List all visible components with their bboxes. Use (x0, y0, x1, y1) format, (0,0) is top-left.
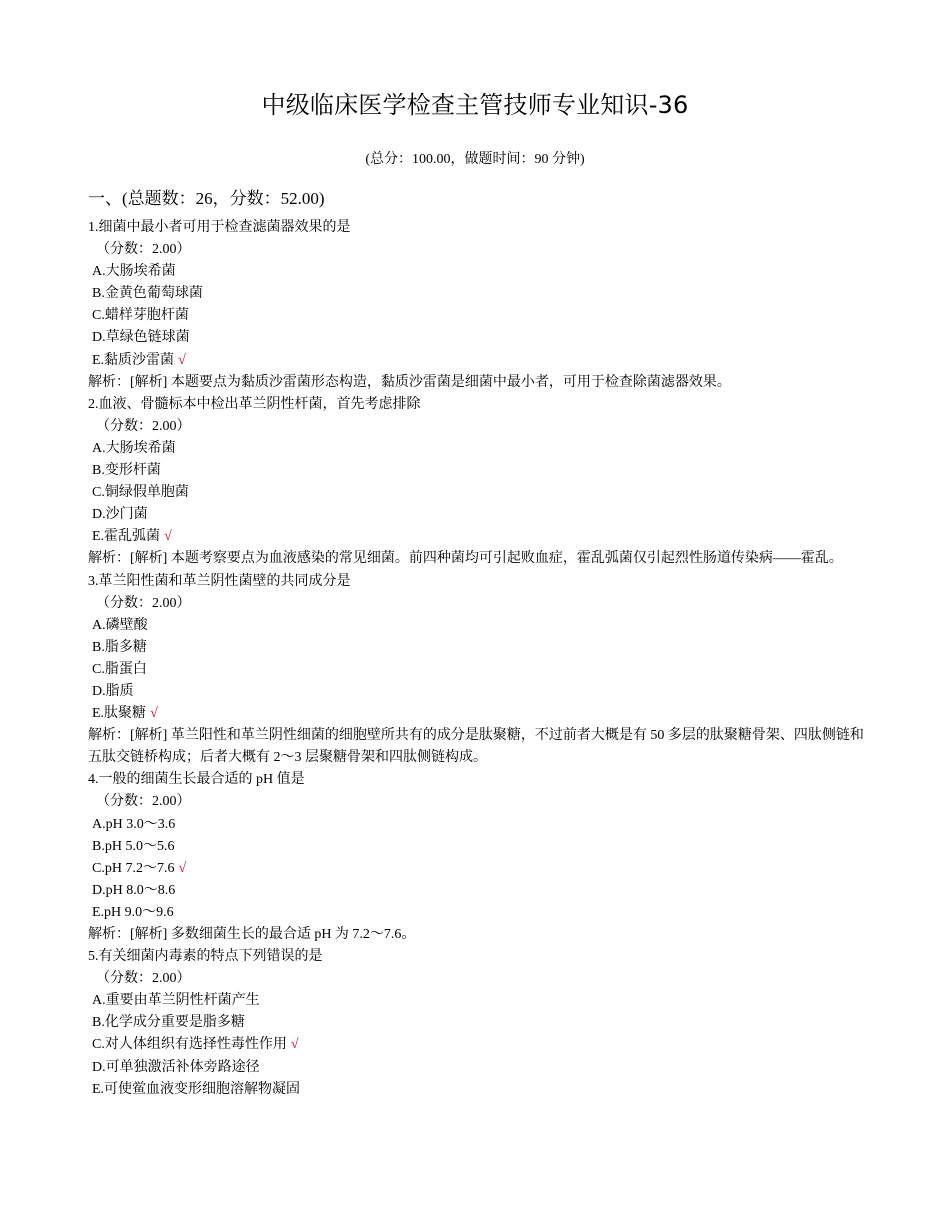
answer-option-label: E.黏质沙雷菌 (92, 352, 175, 368)
answer-option-label: A.重要由革兰阴性杆菌产生 (92, 993, 260, 1009)
answer-option-label: B.金黄色葡萄球菌 (92, 286, 203, 302)
question-analysis: 解析：[解析] 革兰阳性和革兰阴性细菌的细胞壁所共有的成分是肽聚糖，不过前者大概是有 50 多层的肽聚糖骨架、四肽侧链和 (88, 728, 864, 744)
answer-option (88, 615, 868, 637)
answer-option-label: D.脂质 (92, 683, 134, 699)
answer-option (88, 526, 868, 548)
answer-option-label: A.大肠埃希菌 (92, 440, 176, 456)
answer-option (88, 637, 868, 659)
answer-option-label: D.可单独激活补体旁路途径 (92, 1059, 260, 1075)
answer-option-label: D.草绿色链球菌 (92, 330, 190, 346)
answer-option (88, 283, 868, 305)
answer-option-label: A.大肠埃希菌 (92, 264, 176, 280)
answer-option (88, 1057, 868, 1079)
question-score: （分数：2.00） (96, 794, 191, 810)
answer-option-label: B.pH 5.0～5.6 (92, 838, 175, 854)
answer-option-label: C.对人体组织有选择性毒性作用 (92, 1037, 287, 1053)
answer-option-label: A.磷壁酸 (92, 617, 148, 633)
question-item (88, 571, 868, 770)
question-item (88, 769, 868, 946)
question-score: （分数：2.00） (96, 418, 191, 434)
question-stem: 3.革兰阳性菌和革兰阴性菌壁的共同成分是 (88, 573, 351, 589)
answer-option (88, 482, 868, 504)
correct-answer-check-icon: √ (178, 352, 186, 368)
question-stem: 4.一般的细菌生长最合适的 pH 值是 (88, 772, 305, 788)
answer-option-label: D.pH 8.0～8.6 (92, 882, 176, 898)
answer-option-label: E.可使鲎血液变形细胞溶解物凝固 (92, 1081, 301, 1097)
answer-option (88, 990, 868, 1012)
answer-option (88, 836, 868, 858)
correct-answer-check-icon: √ (178, 860, 187, 876)
question-item (88, 394, 868, 571)
question-score: （分数：2.00） (96, 971, 191, 987)
question-stem: 2.血液、骨髓标本中检出革兰阴性杆菌，首先考虑排除 (88, 396, 421, 412)
question-item (88, 946, 868, 1101)
question-score: （分数：2.00） (96, 595, 191, 611)
answer-option-label: C.蜡样芽胞杆菌 (92, 308, 189, 324)
answer-option-label: E.pH 9.0～9.6 (92, 904, 174, 920)
document-title: 中级临床医学检查主管技师专业知识-36 (261, 91, 689, 119)
answer-option (88, 858, 868, 880)
question-item (88, 217, 868, 394)
answer-option-label: D.沙门菌 (92, 507, 148, 523)
question-list (88, 217, 868, 1101)
correct-answer-check-icon: √ (164, 529, 172, 545)
answer-option-label: A.pH 3.0～3.6 (92, 816, 176, 832)
answer-option (88, 902, 868, 924)
answer-option (88, 327, 868, 349)
question-score: （分数：2.00） (96, 242, 191, 258)
answer-option (88, 814, 868, 836)
question-stem: 5.有关细菌内毒素的特点下列错误的是 (88, 949, 323, 965)
question-analysis: 解析：[解析] 本题要点为黏质沙雷菌形态构造，黏质沙雷菌是细菌中最小者，可用于检查除菌滤器效果。 (88, 374, 731, 390)
answer-option (88, 1079, 868, 1101)
answer-option (88, 305, 868, 327)
answer-option (88, 703, 868, 725)
answer-option-label: C.pH 7.2～7.6 (92, 860, 175, 876)
answer-option (88, 261, 868, 283)
answer-option (88, 504, 868, 526)
correct-answer-check-icon: √ (290, 1037, 299, 1053)
answer-option (88, 681, 868, 703)
correct-answer-check-icon: √ (150, 706, 158, 722)
answer-option (88, 1012, 868, 1034)
answer-option-label: E.霍乱弧菌 (92, 529, 161, 545)
answer-option-label: C.铜绿假单胞菌 (92, 485, 189, 501)
document-subtitle: (总分：100.00，做题时间：90 分钟) (365, 152, 585, 167)
answer-option-label: C.脂蛋白 (92, 661, 147, 677)
answer-option-label: E.肽聚糖 (92, 706, 147, 722)
question-analysis: 五肽交链桥构成；后者大概有 2～3 层聚糖骨架和四肽侧链构成。 (88, 750, 487, 766)
answer-option (88, 880, 868, 902)
answer-option (88, 659, 868, 681)
question-stem: 1.细菌中最小者可用于检查滤菌器效果的是 (88, 220, 351, 235)
answer-option (88, 1034, 868, 1056)
question-analysis: 解析：[解析] 多数细菌生长的最合适 pH 为 7.2～7.6。 (88, 927, 416, 942)
answer-option-label: B.变形杆菌 (92, 463, 161, 479)
question-analysis: 解析：[解析] 本题考察要点为血液感染的常见细菌。前四种菌均可引起败血症，霍乱弧菌仅引起烈性肠道传染病——霍乱。 (88, 551, 843, 567)
answer-option-label: B.脂多糖 (92, 639, 147, 655)
section-header: 一、(总题数：26，分数：52.00) (88, 189, 325, 208)
answer-option (88, 438, 868, 460)
answer-option (88, 350, 868, 372)
answer-option (88, 460, 868, 482)
answer-option-label: B.化学成分重要是脂多糖 (92, 1015, 245, 1031)
